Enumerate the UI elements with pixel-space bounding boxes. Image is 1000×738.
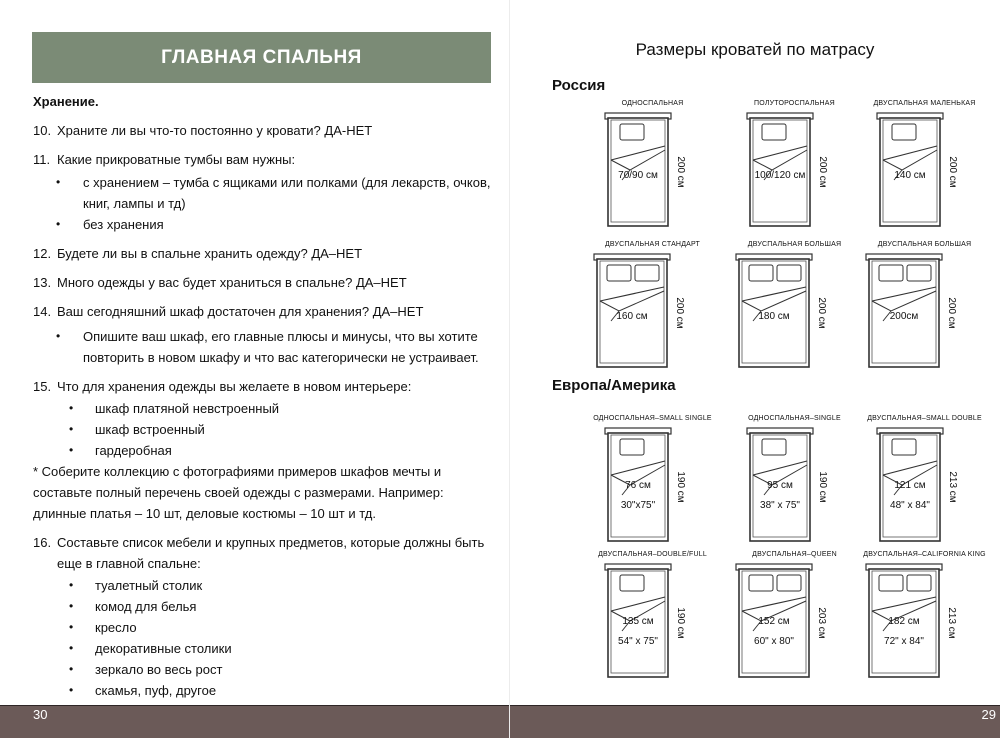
bed-inches: 60" x 80": [754, 636, 794, 647]
bed-caption: ДВУСПАЛЬНАЯ БОЛЬШАЯ: [747, 241, 842, 248]
bed-drawing: [862, 110, 987, 230]
question-13: [33, 272, 495, 293]
list-item: [33, 172, 495, 214]
bed-caption: ОДНОСПАЛЬНАЯ: [621, 100, 684, 107]
question-number: 14.: [33, 304, 52, 319]
question-text: Составьте список мебели и крупных предметов, которые должны быть еще в главной спальне:: [57, 535, 485, 571]
bed-caption: ДВУСПАЛЬНАЯ СТАНДАРТ: [604, 241, 701, 248]
pillow: [762, 439, 786, 455]
list-item-text: с хранением – тумба с ящиками или полками (для лекарств, очков, книг, лампы и тд): [83, 175, 491, 211]
bed-diagram: [862, 100, 987, 230]
pillow: [777, 265, 801, 281]
question-number: 15.: [33, 379, 52, 394]
list-item-text: комод для белья: [95, 599, 197, 614]
bed-width: 121 см: [894, 480, 926, 491]
list-item: [33, 398, 495, 419]
bullet-marker: •: [56, 175, 61, 189]
pillow: [749, 575, 773, 591]
bed-caption: ОДНОСПАЛЬНАЯ–SINGLE: [748, 415, 841, 422]
pillow: [749, 265, 773, 281]
list-item: [33, 419, 495, 440]
list-item-text: зеркало во весь рост: [95, 662, 223, 677]
question-text: Ваш сегодняшний шкаф достаточен для хранения? ДА–НЕТ: [57, 304, 424, 319]
bed-caption: ДВУСПАЛЬНАЯ–QUEEN: [752, 551, 837, 558]
question-text: Какие прикроватные тумбы вам нужны:: [57, 152, 296, 167]
bullet-marker: •: [69, 578, 74, 592]
bed-inches: 38" x 75": [760, 500, 800, 511]
bed-diagram: [732, 241, 857, 371]
bed-drawing: [732, 110, 857, 230]
bed-length: 190 см: [675, 607, 686, 639]
bed-drawing: [590, 110, 715, 230]
section-heading: Хранение.: [33, 94, 99, 109]
pillow: [635, 265, 659, 281]
bed-inches: 48" x 84": [890, 500, 930, 511]
pillow: [777, 575, 801, 591]
question-10: [33, 120, 495, 141]
bed-length: 200 см: [675, 156, 686, 188]
section-heading-europe: Европа/Америка: [552, 377, 676, 394]
bed-width: 180 см: [758, 311, 790, 322]
bed-width: 76 см: [625, 480, 651, 491]
bed-length: 200 см: [947, 156, 958, 188]
section-heading-label: Хранение: [33, 94, 95, 109]
bed-width: 135 см: [622, 616, 654, 627]
list-item-text: кресло: [95, 620, 137, 635]
bed-caption: ОДНОСПАЛЬНАЯ–SMALL SINGLE: [593, 415, 712, 422]
page-footer: [510, 705, 1000, 738]
list-item: [33, 596, 495, 617]
question-14: [33, 301, 495, 322]
section-heading-russia: Россия: [552, 77, 606, 94]
pillow: [892, 124, 916, 140]
bed-drawing: [590, 251, 715, 371]
list-item: [33, 440, 495, 461]
bed-drawing: [862, 251, 987, 371]
page-number: 29: [981, 707, 996, 722]
bed-caption: ДВУСПАЛЬНАЯ–SMALL DOUBLE: [867, 415, 982, 422]
bed-drawing: [862, 425, 987, 545]
pillow: [620, 439, 644, 455]
pillow: [907, 575, 931, 591]
page-number: 30: [33, 707, 48, 722]
list-item: [33, 659, 495, 680]
bed-width: 100/120 см: [754, 170, 806, 181]
bed-diagram: [590, 415, 715, 545]
bed-caption: ДВУСПАЛЬНАЯ–CALIFORNIA KING: [863, 551, 986, 558]
list-item: [33, 326, 495, 368]
list-item-text: гардеробная: [95, 443, 172, 458]
note-paragraph: * Соберите коллекцию с фотографиями примеров шкафов мечты и составьте полный перечень своей одежды с размерами. Например: длинные платья – 10 шт, деловые костюмы – 10 шт и тд.: [33, 464, 444, 521]
bed-length: 203 см: [816, 607, 827, 639]
bullet-marker: •: [69, 683, 74, 697]
pillow: [607, 265, 631, 281]
bed-length: 200 см: [817, 156, 828, 188]
bed-diagram: [732, 551, 857, 681]
bed-length: 213 см: [946, 607, 957, 639]
bed-caption: ДВУСПАЛЬНАЯ МАЛЕНЬКАЯ: [873, 100, 976, 107]
list-item-text: декоративные столики: [95, 641, 232, 656]
question-15: [33, 376, 495, 397]
bed-inches: 54" x 75": [618, 636, 658, 647]
list-item: [33, 638, 495, 659]
bed-drawing: [590, 561, 715, 681]
list-item-text: скамья, пуф, другое: [95, 683, 217, 698]
question-16: [33, 532, 495, 574]
list-item: [33, 575, 495, 596]
bed-drawing: [590, 425, 715, 545]
bullet-marker: •: [69, 443, 74, 457]
pillow: [907, 265, 931, 281]
page-banner: ГЛАВНАЯ СПАЛЬНЯ: [32, 32, 491, 83]
list-item: [33, 680, 495, 701]
bed-caption: ДВУСПАЛЬНАЯ БОЛЬШАЯ: [877, 241, 972, 248]
bed-diagram: [732, 100, 857, 230]
pillow: [879, 265, 903, 281]
bed-diagram: [862, 551, 987, 681]
bed-width: 140 см: [894, 170, 926, 181]
questionnaire-text: [33, 91, 495, 701]
bullet-marker: •: [69, 641, 74, 655]
pillow: [620, 575, 644, 591]
question-text: Храните ли вы что-то постоянно у кровати? ДА-НЕТ: [57, 123, 373, 138]
pillow: [892, 439, 916, 455]
bed-length: 200 см: [946, 297, 957, 329]
list-item: [33, 617, 495, 638]
bullet-marker: •: [69, 620, 74, 634]
pillow: [879, 575, 903, 591]
bed-diagram: [732, 415, 857, 545]
bed-diagram: [590, 551, 715, 681]
question-number: 12.: [33, 246, 52, 261]
list-item-text: Опишите ваш шкаф, его главные плюсы и минусы, что вы хотите повторить в новом шкафу и что вас категорически не устраивает.: [83, 329, 479, 365]
bed-length: 190 см: [817, 471, 828, 503]
question-number: 10.: [33, 123, 52, 138]
pillow: [620, 124, 644, 140]
question-text: Будете ли вы в спальне хранить одежду? ДА–НЕТ: [57, 246, 363, 261]
bullet-marker: •: [69, 401, 74, 415]
page-footer: [0, 705, 509, 738]
bed-length: 200 см: [674, 297, 685, 329]
page-title: Размеры кроватей по матрасу: [635, 40, 875, 59]
bed-drawing: [732, 425, 857, 545]
bed-width: 70/90 см: [618, 170, 658, 181]
bed-diagram: [590, 241, 715, 371]
bed-length: 190 см: [675, 471, 686, 503]
question-number: 13.: [33, 275, 52, 290]
right-page: [510, 0, 1000, 738]
question-text: Что для хранения одежды вы желаете в новом интерьере:: [57, 379, 412, 394]
bed-diagram: [590, 100, 715, 230]
bed-width: 152 см: [758, 616, 790, 627]
list-item: [33, 214, 495, 235]
bed-inches: 30"x75": [620, 500, 656, 511]
bed-width: 182 см: [888, 616, 920, 627]
bullet-marker: •: [56, 329, 61, 343]
bed-drawing: [862, 561, 987, 681]
list-item-text: без хранения: [83, 217, 164, 232]
bed-width: 200см: [889, 311, 919, 322]
bed-length: 213 см: [947, 471, 958, 503]
bed-caption: ДВУСПАЛЬНАЯ–DOUBLE/FULL: [598, 551, 707, 558]
bullet-marker: •: [69, 599, 74, 613]
bullet-marker: •: [56, 217, 61, 231]
question-number: 16.: [33, 535, 52, 550]
bullet-marker: •: [69, 662, 74, 676]
list-item-text: туалетный столик: [95, 578, 203, 593]
pillow: [762, 124, 786, 140]
question-12: [33, 243, 495, 264]
list-item-text: шкаф платяной невстроенный: [95, 401, 280, 416]
list-item-text: шкаф встроенный: [95, 422, 205, 437]
bed-diagram: [862, 415, 987, 545]
bed-width: 95 см: [767, 480, 793, 491]
bed-width: 160 см: [616, 311, 648, 322]
bed-inches: 72" x 84": [884, 636, 924, 647]
question-number: 11.: [33, 152, 51, 167]
bullet-marker: •: [69, 422, 74, 436]
question-11: [33, 149, 495, 170]
bed-drawing: [732, 561, 857, 681]
bed-length: 200 см: [816, 297, 827, 329]
bed-caption: ПОЛУТОРОСПАЛЬНАЯ: [754, 100, 835, 107]
bed-diagram: [862, 241, 987, 371]
question-text: Много одежды у вас будет храниться в спальне? ДА–НЕТ: [57, 275, 407, 290]
bed-drawing: [732, 251, 857, 371]
